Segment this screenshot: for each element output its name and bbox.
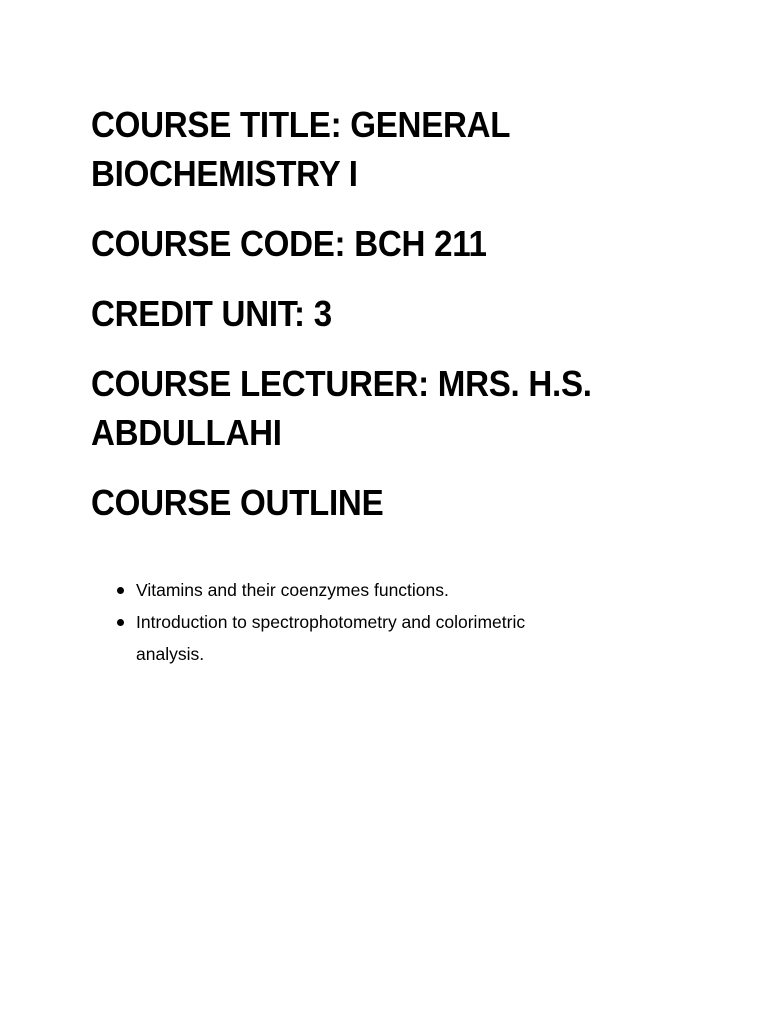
- bullet-icon: [117, 587, 124, 594]
- list-item-text: Vitamins and their coenzymes functions.: [136, 580, 449, 600]
- course-title-line-2: BIOCHEMISTRY I: [91, 153, 358, 194]
- course-outline-heading: COURSE OUTLINE: [91, 482, 384, 523]
- course-info-block: [91, 100, 691, 548]
- list-item-text: Introduction to spectrophotometry and colorimetric: [136, 612, 526, 632]
- course-lecturer-line-2: ABDULLAHI: [91, 412, 282, 453]
- course-title-heading: [91, 100, 689, 198]
- list-item: [136, 606, 656, 670]
- list-item-text-continued: analysis.: [136, 644, 205, 664]
- bullet-icon: [117, 619, 124, 626]
- course-lecturer-line-1: COURSE LECTURER: MRS. H.S.: [91, 363, 592, 404]
- course-lecturer-heading: [91, 359, 689, 457]
- list-item: [136, 574, 656, 606]
- course-outline-list: [136, 574, 656, 670]
- credit-unit-heading: CREDIT UNIT: 3: [91, 293, 332, 334]
- course-title-line-1: COURSE TITLE: GENERAL: [91, 104, 511, 145]
- course-code-heading: COURSE CODE: BCH 211: [91, 223, 487, 264]
